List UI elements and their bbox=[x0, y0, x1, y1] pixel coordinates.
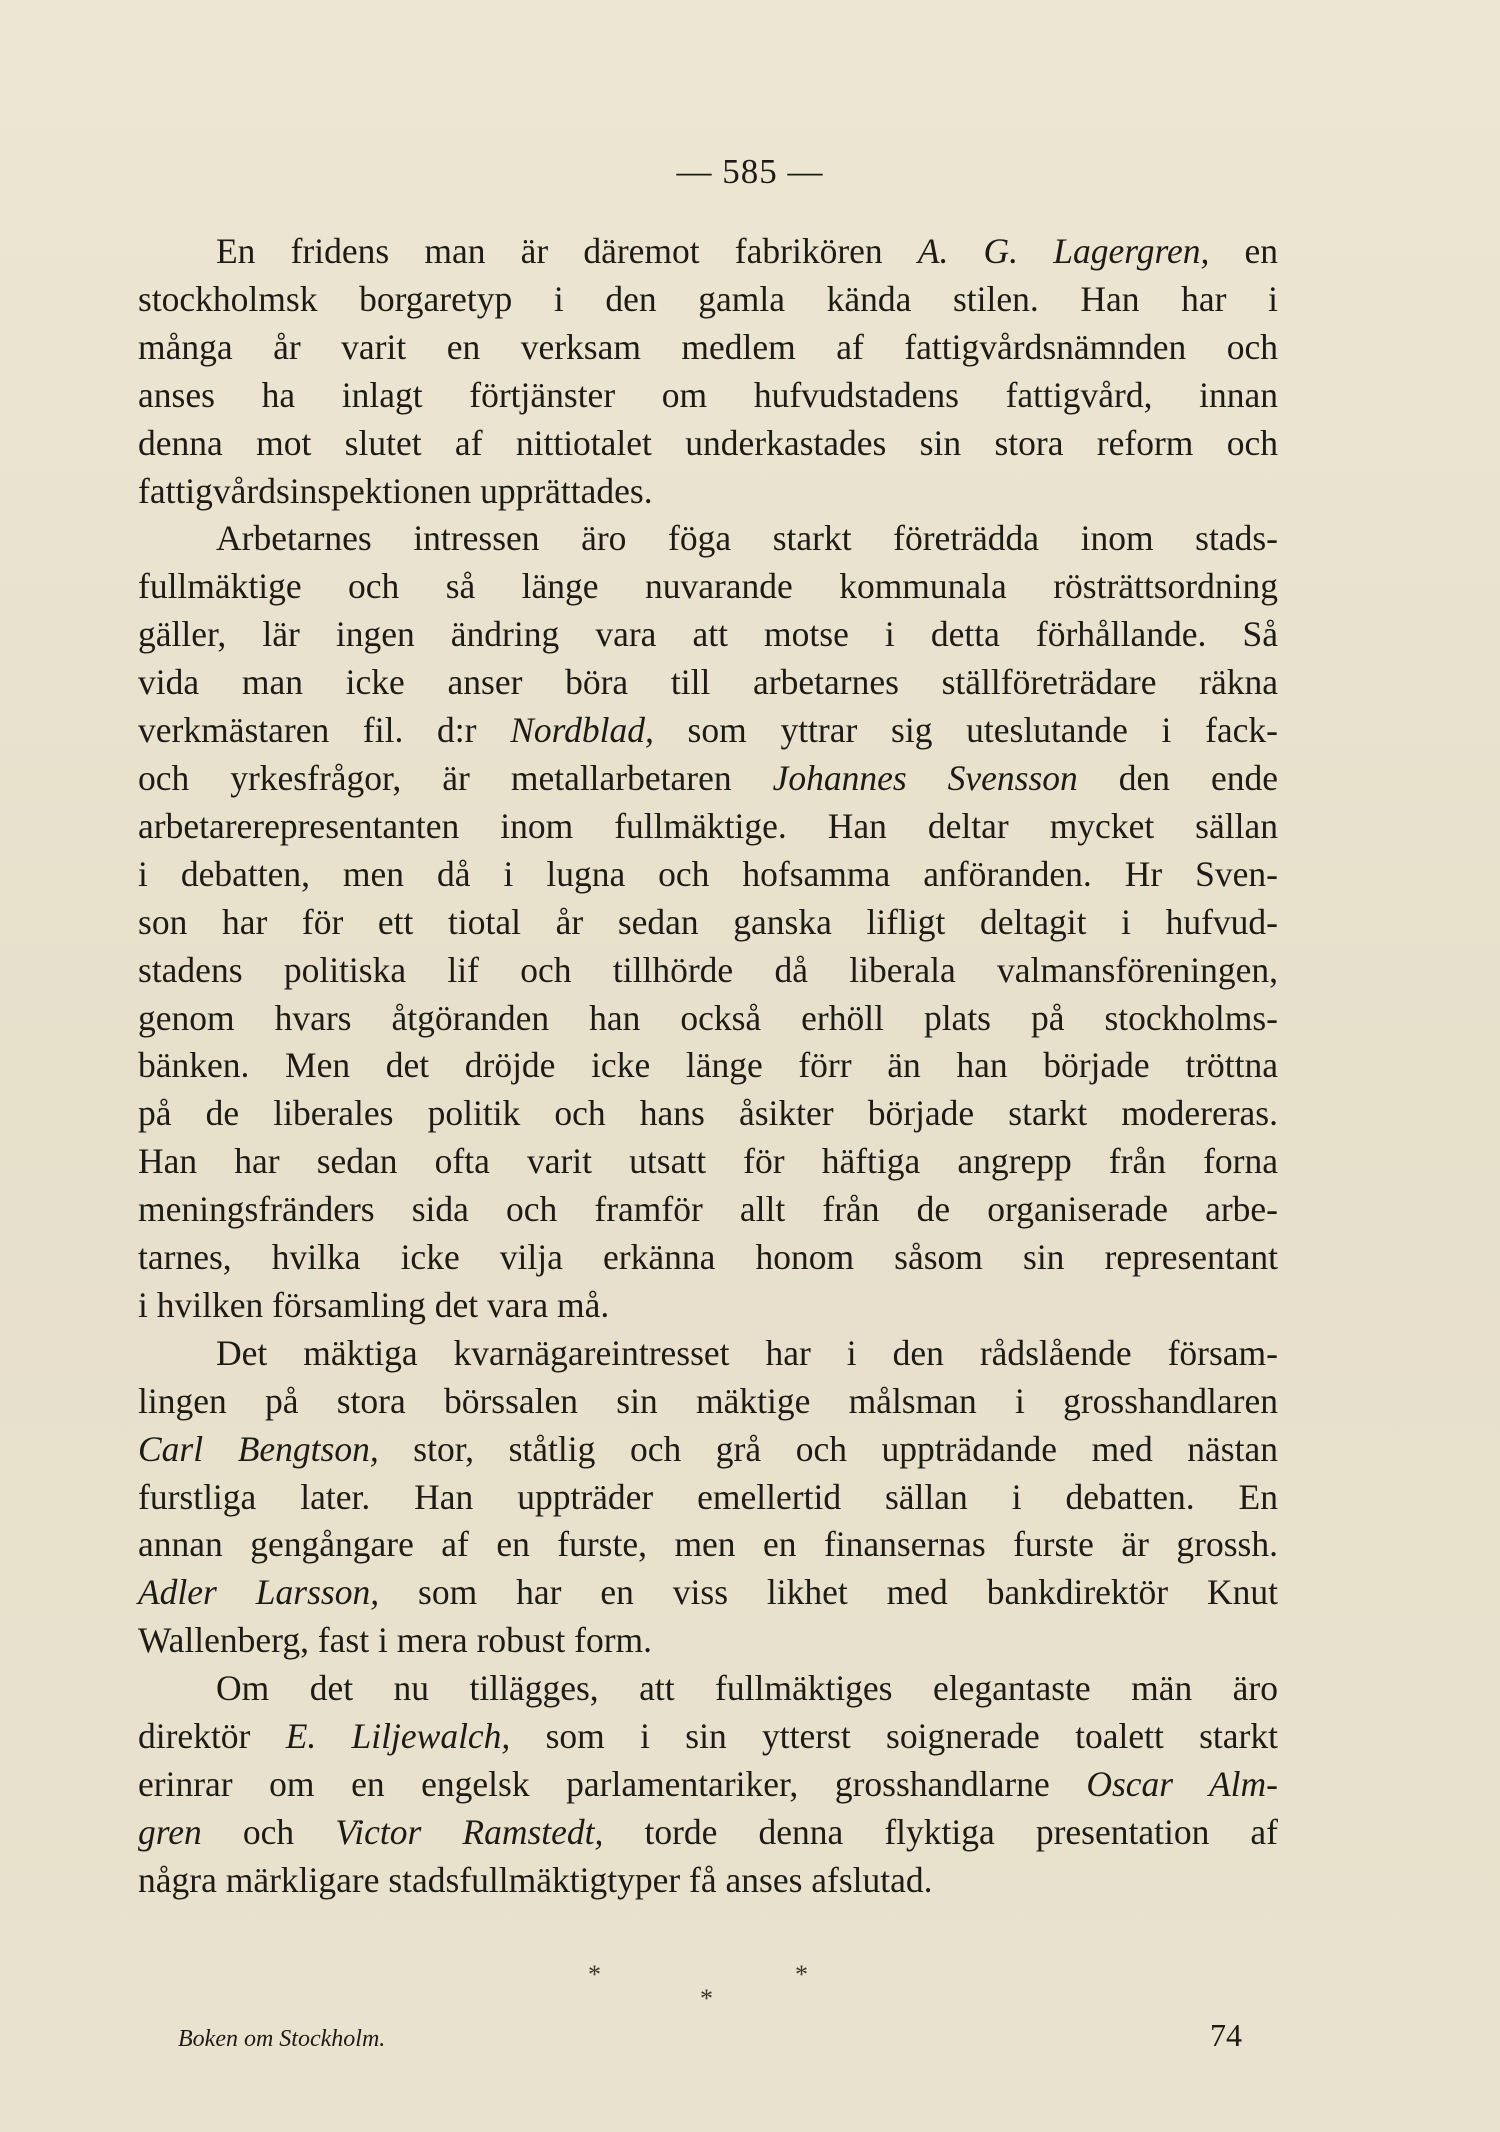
text-line bbox=[138, 1761, 1278, 1809]
footer-signature-number: 74 bbox=[1210, 2017, 1242, 2053]
footer-book-title: Boken om Stockholm. bbox=[178, 2026, 386, 2052]
text-run: furstliga later. Han uppträder emellertid sällan i debatten. En bbox=[138, 1476, 1278, 1517]
person-name: Adler Larsson, bbox=[138, 1572, 380, 1613]
paragraph bbox=[138, 228, 1278, 515]
text-line bbox=[138, 611, 1278, 659]
text-run: den ende bbox=[1077, 757, 1278, 798]
text-run: Arbetarnes intressen äro föga starkt företrädda inom stads- bbox=[216, 518, 1278, 559]
text-line bbox=[138, 995, 1278, 1043]
text-run: som yttrar sig uteslutande i fack- bbox=[653, 710, 1278, 751]
text-run: på de liberales politik och hans åsikter började starkt modereras. bbox=[138, 1093, 1278, 1134]
text-run: vida man icke anser böra till arbetarnes ställföreträdare räkna bbox=[138, 662, 1278, 703]
asterism-star: * bbox=[795, 1960, 808, 1989]
text-run: erinrar om en engelsk parlamentariker, grosshandlarne bbox=[138, 1764, 1087, 1804]
text-line bbox=[138, 1378, 1278, 1426]
text-run: tarnes, hvilka icke vilja erkänna honom såsom sin representant bbox=[138, 1237, 1278, 1278]
text-line bbox=[138, 372, 1278, 420]
text-run: några märkligare stadsfullmäktigtyper få anses afslutad. bbox=[138, 1859, 933, 1900]
text-line bbox=[138, 707, 1278, 755]
person-name: Nordblad, bbox=[510, 710, 654, 751]
text-line bbox=[138, 1426, 1278, 1474]
asterism-star: * bbox=[700, 1984, 713, 2013]
text-line bbox=[138, 1713, 1278, 1761]
text-run: gäller, lär ingen ändring vara att motse i detta förhållande. Så bbox=[138, 614, 1278, 655]
text-run: fullmäktige och så länge nuvarande kommunala rösträttsordning bbox=[138, 566, 1278, 607]
text-line bbox=[138, 1234, 1278, 1282]
text-line bbox=[138, 851, 1278, 899]
person-name: Carl Bengtson, bbox=[138, 1428, 379, 1469]
text-run: bänken. Men det dröjde icke länge förr än han började tröttna bbox=[138, 1045, 1278, 1086]
text-run: direktör bbox=[138, 1716, 286, 1757]
text-run: genom hvars åtgöranden han också erhöll plats på stockholms- bbox=[138, 997, 1278, 1038]
text-line bbox=[138, 1474, 1278, 1522]
text-line bbox=[138, 1665, 1278, 1713]
text-line bbox=[138, 659, 1278, 707]
text-run: lingen på stora börssalen sin mäktige målsman i grosshandlaren bbox=[138, 1380, 1278, 1421]
text-run: meningsfränders sida och framför allt från de organiserade arbe- bbox=[138, 1189, 1278, 1230]
person-name: E. Liljewalch, bbox=[285, 1716, 511, 1757]
text-run: torde denna flyktiga presentation af bbox=[603, 1811, 1279, 1852]
text-line bbox=[138, 947, 1278, 995]
text-run: som har en viss likhet med bankdirektör Knut bbox=[379, 1572, 1279, 1613]
text-line bbox=[138, 228, 1278, 276]
person-name: Victor Ramstedt, bbox=[335, 1811, 604, 1852]
text-line bbox=[138, 1186, 1278, 1234]
text-run: annan gengångare af en furste, men en finansernas furste är grossh. bbox=[138, 1524, 1278, 1565]
text-line bbox=[138, 1617, 1278, 1665]
text-run: son har för ett tiotal år sedan ganska lifligt deltagit i hufvud- bbox=[138, 901, 1278, 942]
page-number: — 585 — bbox=[676, 152, 824, 191]
person-name: gren bbox=[138, 1811, 202, 1852]
text-line bbox=[138, 420, 1278, 468]
text-run: Om det nu tillägges, att fullmäktiges elegantaste män äro bbox=[216, 1668, 1278, 1709]
text-line bbox=[138, 899, 1278, 947]
text-line bbox=[138, 1569, 1278, 1617]
text-run: verkmästaren fil. d:r bbox=[138, 710, 511, 751]
text-line bbox=[138, 468, 1278, 516]
text-run: som i sin ytterst soignerade toalett starkt bbox=[510, 1716, 1278, 1757]
person-name: Oscar Alm- bbox=[1086, 1764, 1279, 1804]
asterism-separator bbox=[0, 1950, 1500, 2020]
text-run: stadens politiska lif och tillhörde då liberala valmansföreningen, bbox=[138, 949, 1278, 990]
text-run: Han har sedan ofta varit utsatt för häftiga angrepp från forna bbox=[138, 1141, 1278, 1182]
text-line bbox=[138, 1809, 1278, 1857]
text-line bbox=[138, 755, 1278, 803]
text-line bbox=[138, 324, 1278, 372]
person-name: A. G. Lagergren, bbox=[917, 231, 1210, 271]
text-run: denna mot slutet af nittiotalet underkastades sin stora reform och bbox=[138, 422, 1278, 463]
person-name: Johannes Svensson bbox=[772, 757, 1078, 798]
text-line bbox=[138, 1138, 1278, 1186]
text-run: arbetarerepresentanten inom fullmäktige. Han deltar mycket sällan bbox=[138, 805, 1278, 846]
body-text bbox=[138, 228, 1278, 1905]
text-line bbox=[138, 1857, 1278, 1905]
paragraph bbox=[138, 515, 1278, 1329]
text-run: och bbox=[201, 1811, 336, 1852]
text-line bbox=[138, 1090, 1278, 1138]
text-run: många år varit en verksam medlem af fattigvårdsnämnden och bbox=[138, 326, 1278, 367]
text-run: Wallenberg, fast i mera robust form. bbox=[138, 1620, 653, 1661]
text-line bbox=[138, 1282, 1278, 1330]
text-run: i debatten, men då i lugna och hofsamma anföranden. Hr Sven- bbox=[138, 853, 1278, 894]
text-line bbox=[138, 515, 1278, 563]
text-run: fattigvårdsinspektionen upprättades. bbox=[138, 470, 653, 511]
paragraph bbox=[138, 1665, 1278, 1905]
paragraph bbox=[138, 1330, 1278, 1665]
text-line bbox=[138, 276, 1278, 324]
text-run: i hvilken församling det vara må. bbox=[138, 1284, 610, 1325]
text-line bbox=[138, 1330, 1278, 1378]
text-run: anses ha inlagt förtjänster om hufvudstadens fattigvård, innan bbox=[138, 374, 1278, 415]
text-run: stockholmsk borgaretyp i den gamla kända stilen. Han har i bbox=[138, 278, 1278, 319]
text-line bbox=[138, 1042, 1278, 1090]
text-run: Det mäktiga kvarnägareintresset har i den rådslående försam- bbox=[216, 1332, 1278, 1373]
asterism-star: * bbox=[588, 1960, 601, 1989]
text-run: och yrkesfrågor, är metallarbetaren bbox=[138, 757, 773, 798]
text-line bbox=[138, 803, 1278, 851]
text-run: En fridens man är däremot fabrikören bbox=[216, 231, 918, 271]
text-run: stor, ståtlig och grå och uppträdande med nästan bbox=[378, 1428, 1278, 1469]
text-line bbox=[138, 1521, 1278, 1569]
text-line bbox=[138, 563, 1278, 611]
text-run: en bbox=[1209, 231, 1278, 271]
